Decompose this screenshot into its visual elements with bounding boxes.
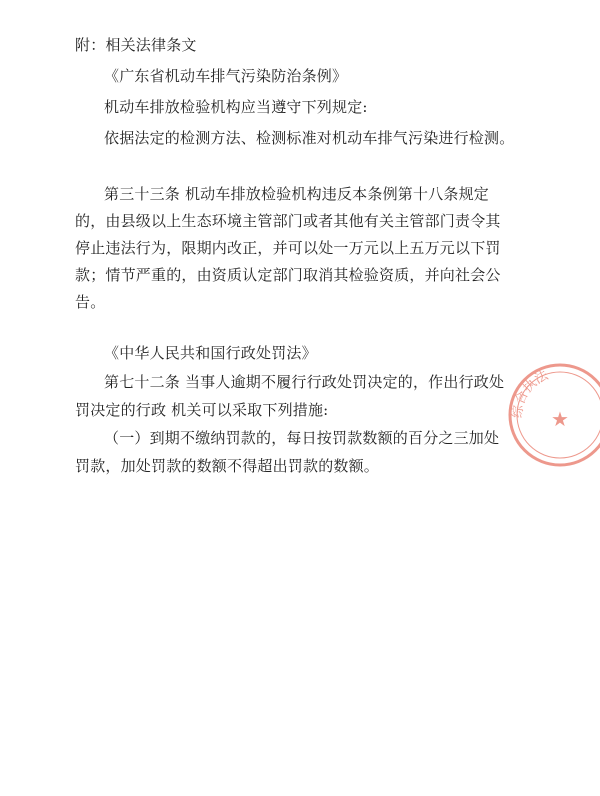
law1-intro: 机动车排放检验机构应当遵守下列规定: bbox=[104, 98, 368, 116]
law1-article-line: 停止违法行为，限期内改正，并可以处一万元以上五万元以下罚 bbox=[75, 239, 501, 257]
law1-article-line: 款；情节严重的，由资质认定部门取消其检验资质，并向社会公 bbox=[75, 266, 501, 284]
law1-article-line: 的，由县级以上生态环境主管部门或者其他有关主管部门责令其 bbox=[75, 212, 501, 230]
law1-title: 《广东省机动车排气污染防治条例》 bbox=[104, 67, 348, 85]
law2-article-line: 第七十二条 当事人逾期不履行行政处罚决定的，作出行政处 bbox=[104, 373, 505, 391]
law2-measure-line: 罚款，加处罚款的数额不得超出罚款的数额。 bbox=[75, 457, 380, 475]
law2-measure-line: （一）到期不缴纳罚款的，每日按罚款数额的百分之三加处 bbox=[104, 429, 500, 447]
official-seal-stamp bbox=[505, 360, 600, 470]
law1-article-line: 告。 bbox=[75, 293, 106, 311]
law2-title: 《中华人民共和国行政处罚法》 bbox=[104, 344, 317, 362]
law1-clause: 依据法定的检测方法、检测标准对机动车排气污染进行检测。 bbox=[104, 129, 515, 147]
law1-article-line: 第三十三条 机动车排放检验机构违反本条例第十八条规定 bbox=[104, 185, 489, 203]
seal-star-icon: ★ bbox=[551, 407, 569, 431]
attachment-title: 附：相关法律条文 bbox=[75, 36, 197, 54]
law2-article-line: 罚决定的行政 机关可以采取下列措施: bbox=[75, 401, 329, 419]
seal-text: 综合执法 bbox=[510, 368, 551, 419]
